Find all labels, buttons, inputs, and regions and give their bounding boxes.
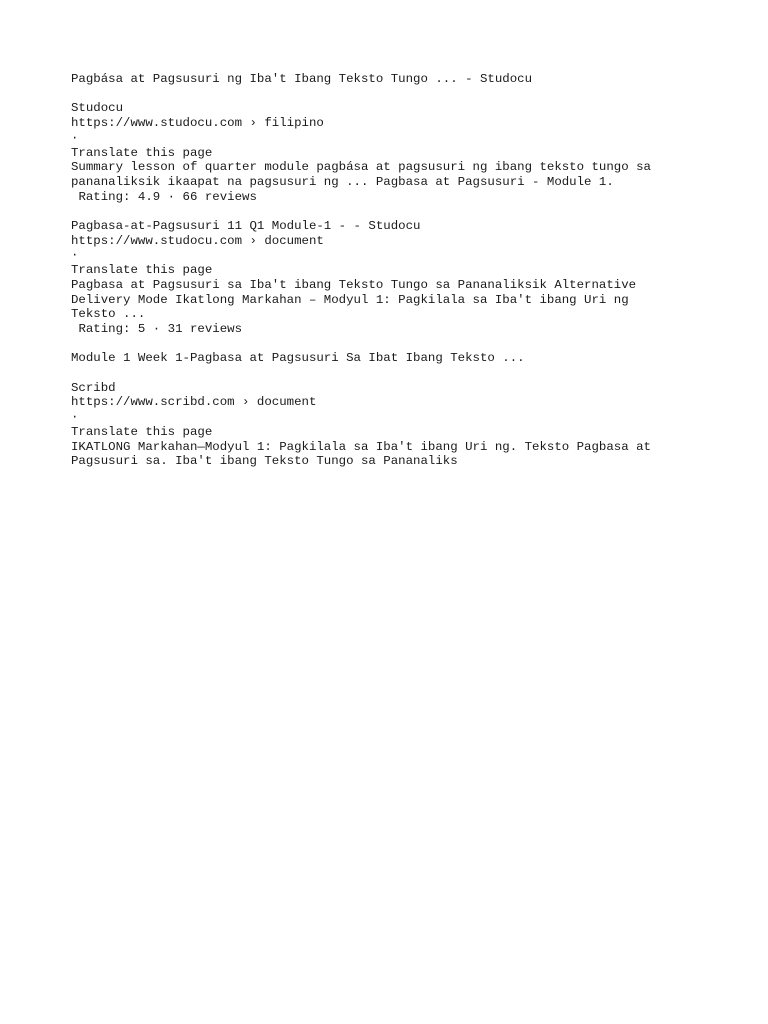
result-site-name: Studocu [71,101,124,116]
result-title[interactable]: Pagbása at Pagsusuri ng Iba't Ibang Teksto Tungo ... - Studocu [71,72,533,86]
spacer [71,87,711,102]
result-rating: Rating: 5 · 31 reviews [71,321,243,336]
result-snippet-line: pananaliksik ikaapat na pagsusuri ng ... Pagbasa at Pagsusuri - Module 1. [71,174,614,189]
result-title[interactable]: Pagbasa-at-Pagsusuri 11 Q1 Module-1 - - Studocu [71,219,421,233]
search-results-page [71,72,711,484]
result-site-name: Scribd [71,380,116,395]
translate-link[interactable]: Translate this page [71,263,213,278]
translate-link[interactable]: Translate this page [71,424,213,439]
search-result [71,72,711,204]
separator-dot: · [71,130,79,145]
spacer [71,366,711,381]
result-snippet-line: Delivery Mode Ikatlong Markahan – Modyul 1: Pagkilala sa Iba't ibang Uri ng [71,292,629,307]
separator-dot: · [71,248,79,263]
search-result [71,351,711,469]
result-url[interactable]: https://www.studocu.com › document [71,233,324,248]
translate-link[interactable]: Translate this page [71,145,213,160]
search-result [71,219,711,337]
result-url[interactable]: https://www.studocu.com › filipino [71,116,324,131]
result-snippet-line: IKATLONG Markahan—Modyul 1: Pagkilala sa Iba't ibang Uri ng. Teksto Pagbasa at [71,439,651,454]
result-snippet-line: Teksto ... [71,307,146,322]
result-snippet-line: Pagbasa at Pagsusuri sa Iba't ibang Teksto Tungo sa Pananaliksik Alternative [71,277,637,292]
result-snippet-line: Pagsusuri sa. Iba't ibang Teksto Tungo sa Pananaliks [71,454,458,469]
result-snippet-line: Summary lesson of quarter module pagbása at pagsusuri ng ibang teksto tungo sa [71,160,651,175]
result-rating: Rating: 4.9 · 66 reviews [71,189,257,204]
separator-dot: · [71,410,79,425]
result-title[interactable]: Module 1 Week 1-Pagbasa at Pagsusuri Sa Ibat Ibang Teksto ... [71,351,525,366]
result-url[interactable]: https://www.scribd.com › document [71,395,317,410]
